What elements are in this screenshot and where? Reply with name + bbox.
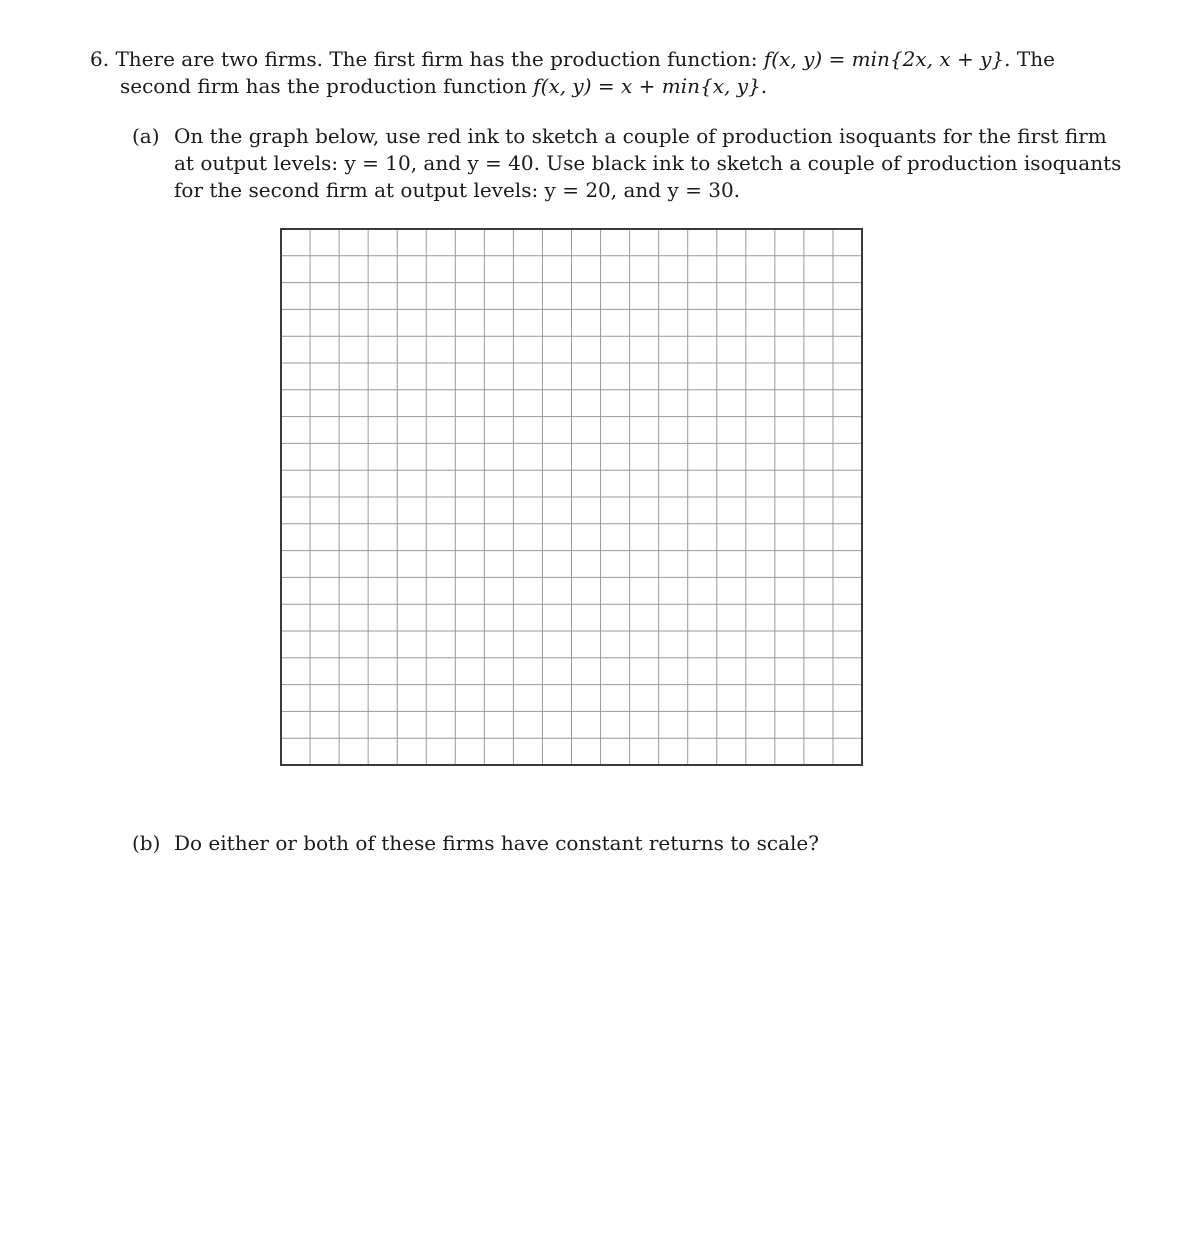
- part-a: [132, 123, 1122, 204]
- part-b: [132, 830, 1072, 857]
- problem-line-2: [90, 73, 1070, 100]
- problem-line-1: [90, 46, 1070, 73]
- second-firm-production-function: f(x, y) = x + min{x, y}.: [533, 74, 768, 98]
- part-a-label: (a): [132, 124, 160, 148]
- part-a-line-3: for the second firm at output levels: y = 20, and y = 30.: [174, 178, 741, 202]
- problem-line-1-text: There are two firms. The first firm has the production function:: [115, 47, 758, 71]
- part-b-text: Do either or both of these firms have constant returns to scale?: [174, 831, 819, 855]
- problem-line-2-text: second firm has the production function: [120, 74, 527, 98]
- part-a-line-1: [132, 123, 1107, 150]
- graph-grid-svg[interactable]: [280, 228, 863, 766]
- problem-6: [90, 46, 1070, 100]
- first-firm-production-function: f(x, y) = min{2x, x + y}.: [763, 47, 1011, 71]
- part-a-line-2: at output levels: y = 10, and y = 40. Use black ink to sketch a couple of production isoquants: [174, 151, 1122, 175]
- part-b-label: (b): [132, 831, 161, 855]
- graph-grid[interactable]: [280, 228, 863, 766]
- part-a-line-1-text: On the graph below, use red ink to sketch a couple of production isoquants for the first firm: [174, 124, 1107, 148]
- problem-line-1-tail: The: [1016, 47, 1055, 71]
- part-b-line: [132, 830, 1072, 857]
- problem-number: 6.: [90, 47, 110, 71]
